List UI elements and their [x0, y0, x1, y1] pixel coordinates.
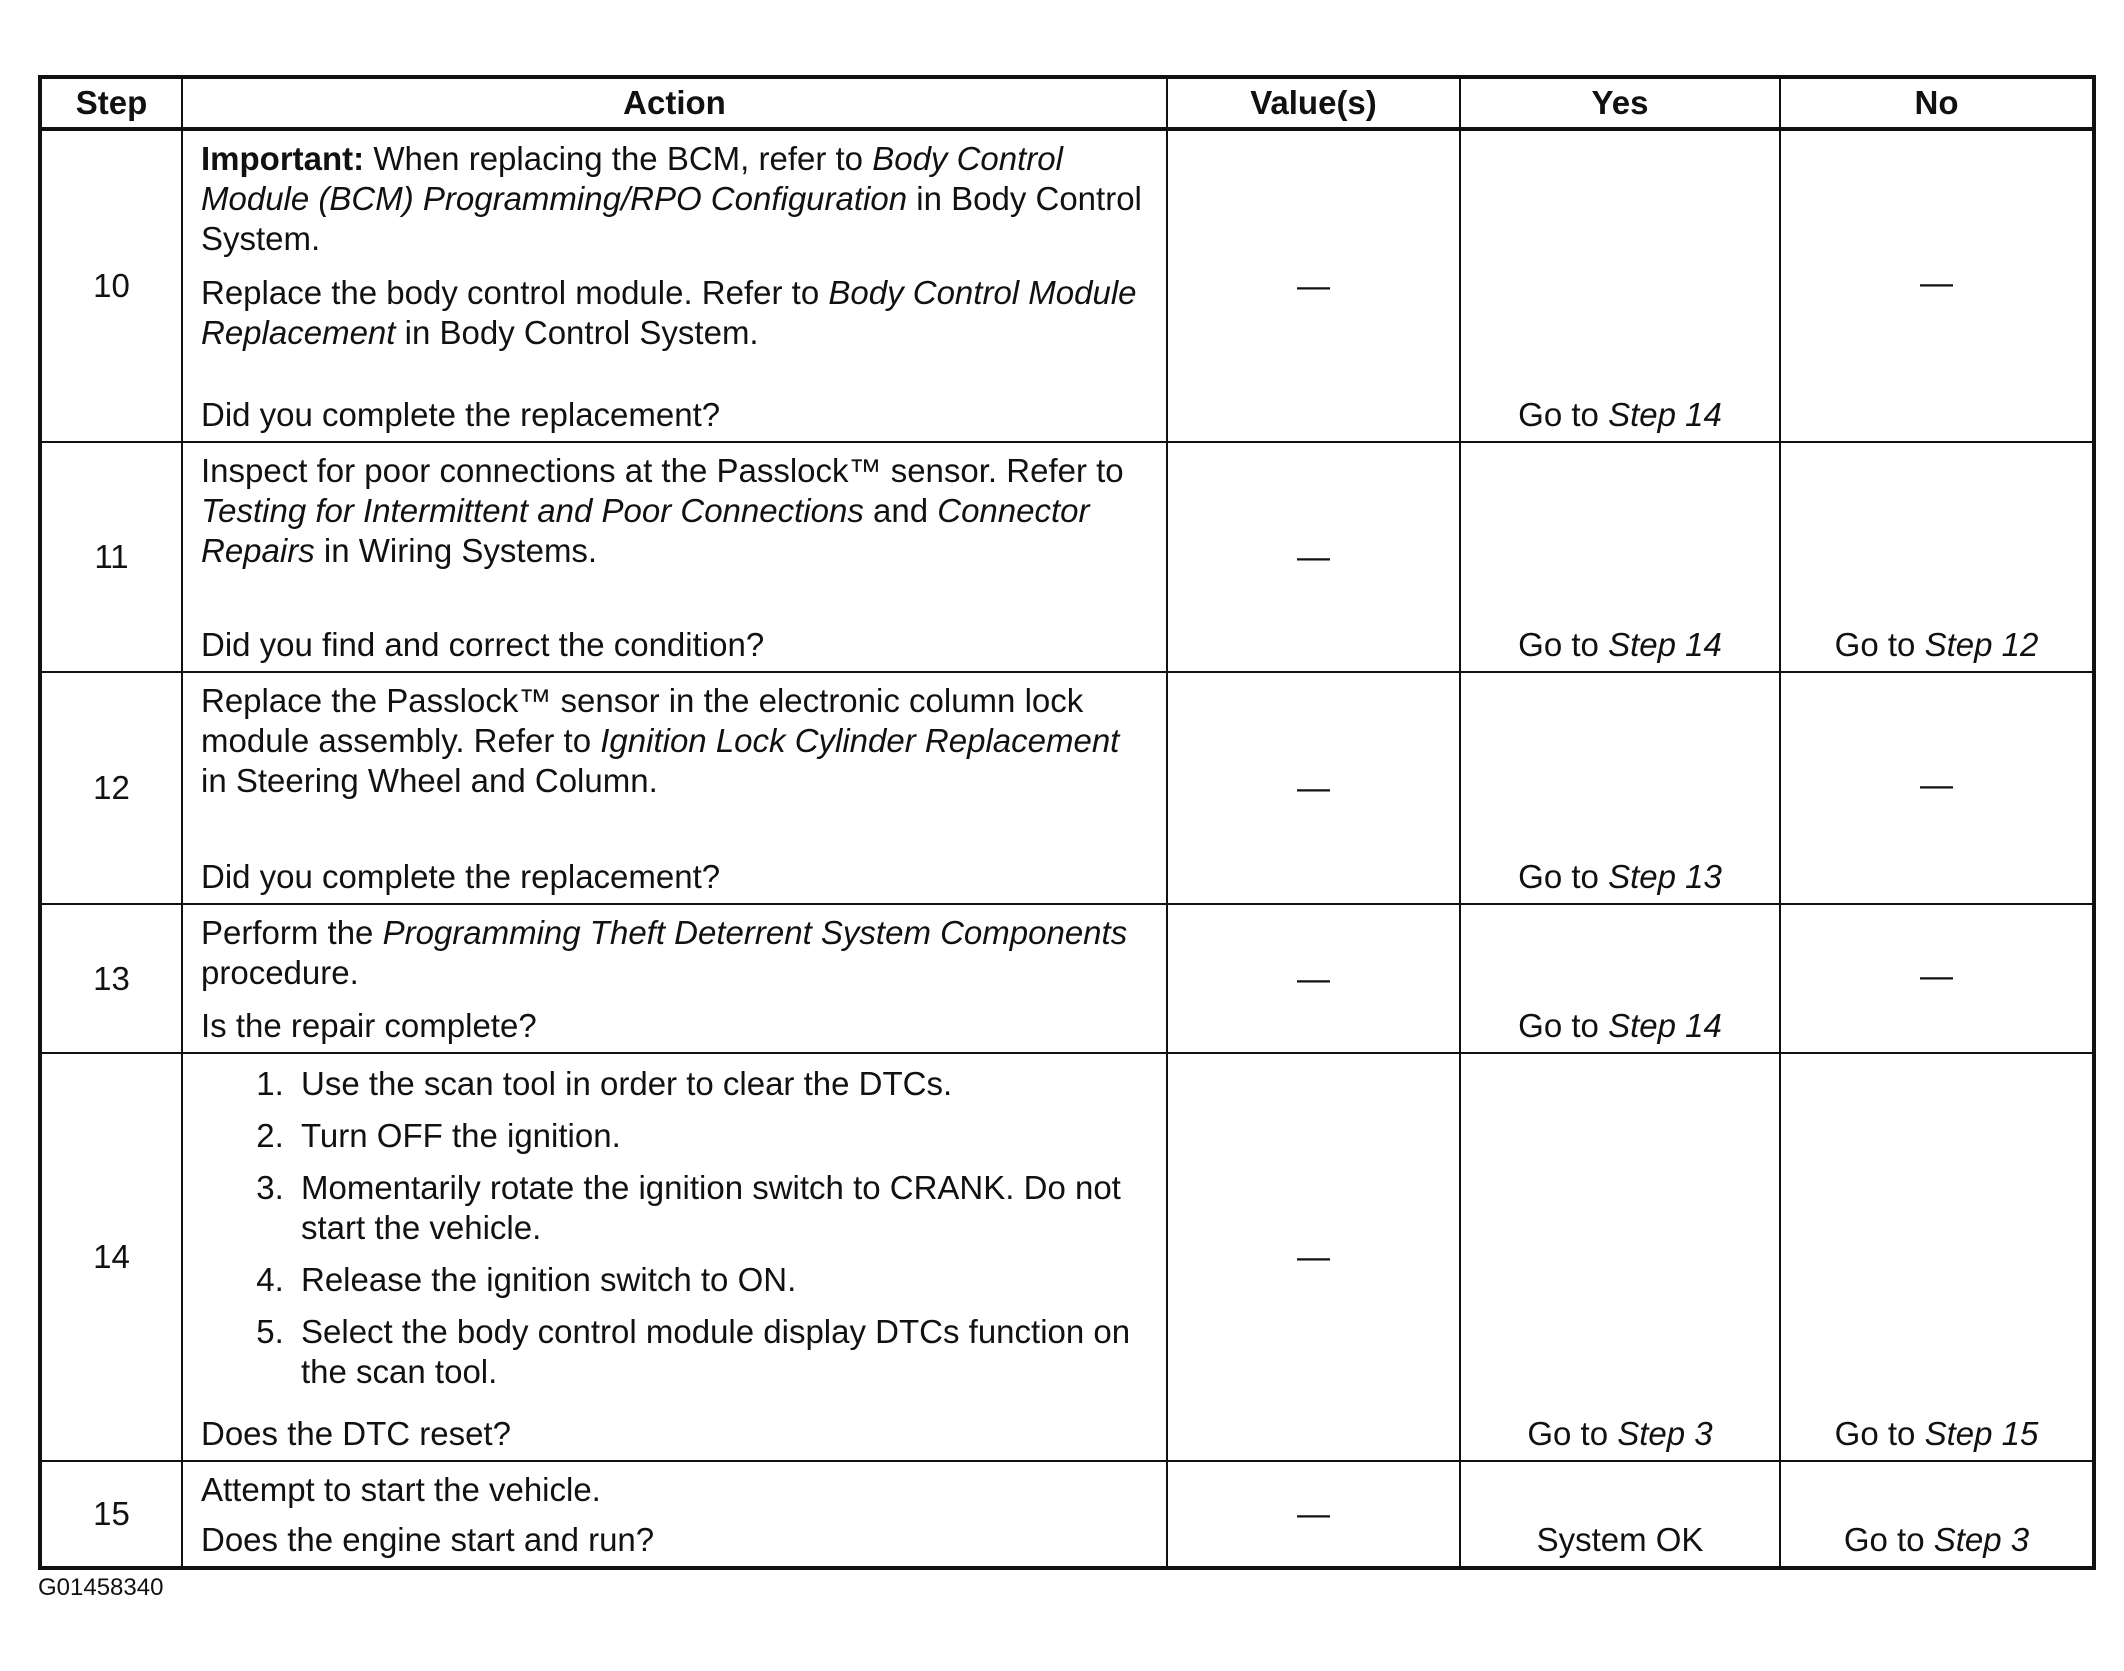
header-no: No [1780, 77, 2094, 129]
list-item: 5. Select the body control module display DTCs function on the scan tool. [293, 1312, 1152, 1392]
step-number: 15 [40, 1461, 182, 1568]
value-cell: — [1167, 1053, 1460, 1461]
yes-cell: Go to Step 13 [1460, 672, 1780, 904]
list-item: 1. Use the scan tool in order to clear the DTCs. [293, 1064, 1152, 1104]
procedure-list [201, 1064, 1152, 1404]
list-item: 2. Turn OFF the ignition. [293, 1116, 1152, 1156]
action-cell [182, 1053, 1167, 1461]
instruction: Replace the Passlock™ sensor in the electronic column lock module assembly. Refer to Ignition Lock Cylinder Replacement in Steering Wheel and Column. [201, 682, 1120, 799]
table-row [40, 442, 2094, 672]
reference-link: Ignition Lock Cylinder Replacement [600, 722, 1120, 759]
table-row [40, 1461, 2094, 1568]
important-note: Important: When replacing the BCM, refer to Body Control Module (BCM) Programming/RPO Configuration in Body Control System. [201, 140, 1142, 257]
step-reference: Step 14 [1608, 1007, 1722, 1044]
question: Did you complete the replacement? [201, 396, 721, 433]
no-cell: — [1780, 672, 2094, 904]
table-row [40, 129, 2094, 442]
step-number: 11 [40, 442, 182, 672]
step-reference: Step 14 [1608, 396, 1722, 433]
no-cell: — [1780, 904, 2094, 1053]
diagnostic-table [38, 75, 2096, 1570]
step-reference: Step 14 [1608, 626, 1722, 663]
yes-cell: Go to Step 14 [1460, 129, 1780, 442]
value-cell: — [1167, 672, 1460, 904]
table-row [40, 904, 2094, 1053]
action-cell [182, 1461, 1167, 1568]
no-cell: — [1780, 129, 2094, 442]
question: Is the repair complete? [201, 1007, 537, 1044]
question: Did you complete the replacement? [201, 858, 721, 895]
important-label: Important: [201, 140, 365, 177]
header-step: Step [40, 77, 182, 129]
value-cell: — [1167, 442, 1460, 672]
step-number: 14 [40, 1053, 182, 1461]
value-cell: — [1167, 1461, 1460, 1568]
instruction: Replace the body control module. Refer to Body Control Module Replacement in Body Control System. [201, 274, 1137, 351]
yes-cell: Go to Step 3 [1460, 1053, 1780, 1461]
action-cell [182, 672, 1167, 904]
table-row [40, 672, 2094, 904]
question: Did you find and correct the condition? [201, 626, 765, 663]
header-row [40, 77, 2094, 129]
list-item: 4. Release the ignition switch to ON. [293, 1260, 1152, 1300]
step-reference: Step 12 [1924, 626, 2039, 663]
reference-link: Connector Repairs [201, 492, 1090, 569]
no-cell: Go to Step 15 [1780, 1053, 2094, 1461]
reference-link: Body Control Module Replacement [201, 274, 1137, 351]
instruction: Attempt to start the vehicle. [201, 1471, 601, 1508]
instruction: Inspect for poor connections at the Passlock™ sensor. Refer to Testing for Intermittent and Poor Connections and Connector Repairs in Wiring Systems. [201, 452, 1124, 569]
step-number: 10 [40, 129, 182, 442]
step-reference: Step 3 [1617, 1415, 1713, 1452]
no-cell: Go to Step 3 [1780, 1461, 2094, 1568]
action-cell [182, 904, 1167, 1053]
list-item: 3. Momentarily rotate the ignition switch to CRANK. Do not start the vehicle. [293, 1168, 1152, 1248]
yes-cell: Go to Step 14 [1460, 904, 1780, 1053]
action-cell [182, 129, 1167, 442]
step-reference: Step 3 [1933, 1521, 2030, 1558]
header-yes: Yes [1460, 77, 1780, 129]
no-cell: Go to Step 12 [1780, 442, 2094, 672]
step-number: 12 [40, 672, 182, 904]
reference-link: Programming Theft Deterrent System Components [382, 914, 1128, 951]
step-reference: Step 15 [1924, 1415, 2039, 1452]
value-cell: — [1167, 904, 1460, 1053]
yes-cell: System OK [1460, 1461, 1780, 1568]
table-row [40, 1053, 2094, 1461]
action-cell [182, 442, 1167, 672]
header-values: Value(s) [1167, 77, 1460, 129]
header-action: Action [182, 77, 1167, 129]
reference-link: Testing for Intermittent and Poor Connections [201, 492, 864, 529]
instruction: Perform the Programming Theft Deterrent System Components procedure. [201, 914, 1128, 991]
question: Does the DTC reset? [201, 1415, 511, 1452]
question: Does the engine start and run? [201, 1521, 655, 1558]
value-cell: — [1167, 129, 1460, 442]
yes-cell: Go to Step 14 [1460, 442, 1780, 672]
step-reference: Step 13 [1608, 858, 1722, 895]
step-number: 13 [40, 904, 182, 1053]
reference-link: Body Control Module (BCM) Programming/RPO Configuration [201, 140, 1063, 217]
figure-id: G01458340 [38, 1574, 164, 1601]
